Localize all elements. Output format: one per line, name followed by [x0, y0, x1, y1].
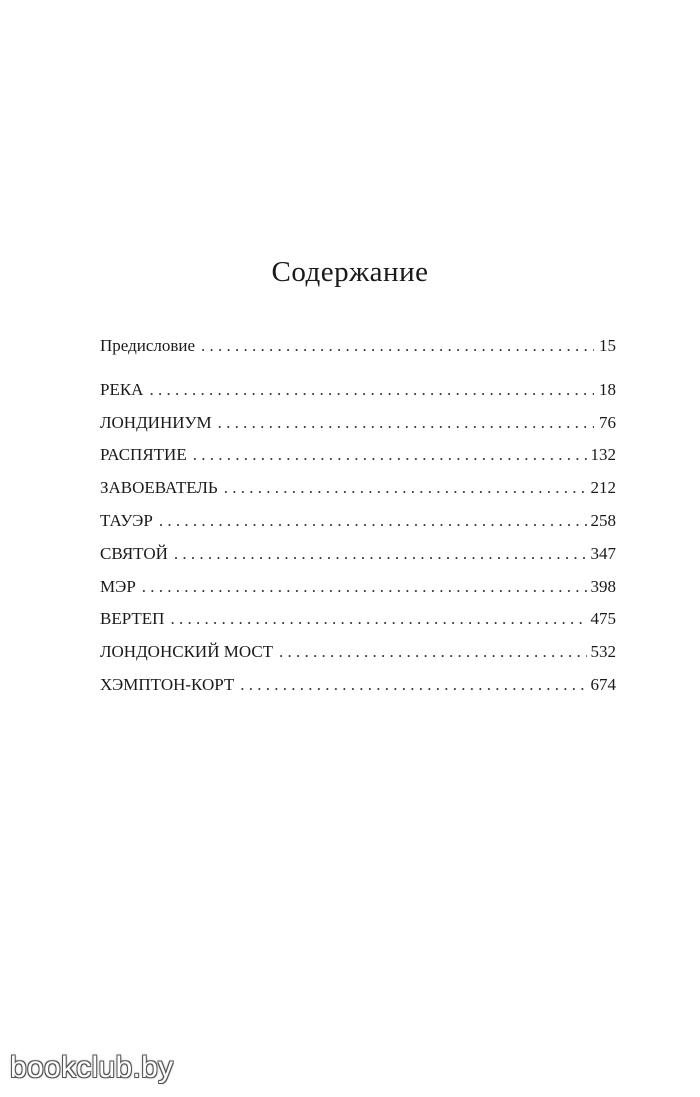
toc-entry-page: 674 — [590, 674, 616, 694]
toc-entry-page: 132 — [590, 445, 616, 465]
toc-entry-page: 15 — [599, 336, 616, 355]
page-title: Содержание — [271, 256, 429, 288]
dot-leader — [201, 330, 594, 363]
toc-entry — [100, 505, 616, 538]
toc-entry — [100, 439, 616, 472]
toc-entry-label: МЭР — [100, 576, 136, 596]
dot-leader — [174, 538, 587, 571]
toc-entry-page: 258 — [590, 510, 616, 530]
dot-leader — [279, 636, 586, 669]
toc-entry-label: СВЯТОЙ — [100, 543, 168, 563]
toc-entry-page: 18 — [599, 379, 616, 399]
toc-entry-label: ЛОНДОНСКИЙ МОСТ — [100, 642, 274, 662]
toc-entry-label: ХЭМПТОН-КОРТ — [100, 674, 235, 694]
toc-entry-preface — [100, 330, 616, 363]
toc-entry-page: 347 — [590, 543, 616, 563]
toc-entry — [100, 407, 616, 440]
dot-leader — [142, 571, 587, 604]
toc-entry-page: 212 — [590, 478, 616, 498]
toc-entry — [100, 603, 616, 636]
toc-entry-page: 76 — [599, 412, 616, 432]
toc-entry-page: 475 — [590, 609, 616, 629]
toc-entry — [100, 374, 616, 407]
dot-leader — [170, 603, 586, 636]
toc-entry-label: ТАУЭР — [100, 510, 153, 530]
dot-leader — [149, 374, 594, 407]
toc-entry-label: Предисловие — [100, 336, 196, 355]
dot-leader — [224, 472, 587, 505]
toc-entry-label: РАСПЯТИЕ — [100, 445, 187, 465]
site-watermark: bookclub.by — [10, 1051, 174, 1084]
toc-entry-label: РЕКА — [100, 379, 144, 399]
table-of-contents — [100, 330, 616, 702]
toc-entry-label: ЗАВОЕВАТЕЛЬ — [100, 478, 218, 498]
toc-entry — [100, 538, 616, 571]
toc-entry — [100, 472, 616, 505]
dot-leader — [159, 505, 587, 538]
dot-leader — [218, 407, 594, 440]
toc-entry-page: 532 — [590, 642, 616, 662]
dot-leader — [240, 669, 586, 702]
dot-leader — [193, 439, 587, 472]
toc-entry — [100, 571, 616, 604]
toc-entry-label: ВЕРТЕП — [100, 609, 165, 629]
toc-entry — [100, 636, 616, 669]
toc-entry-label: ЛОНДИНИУМ — [100, 412, 212, 432]
toc-entry-page: 398 — [590, 576, 616, 596]
toc-entry — [100, 669, 616, 702]
